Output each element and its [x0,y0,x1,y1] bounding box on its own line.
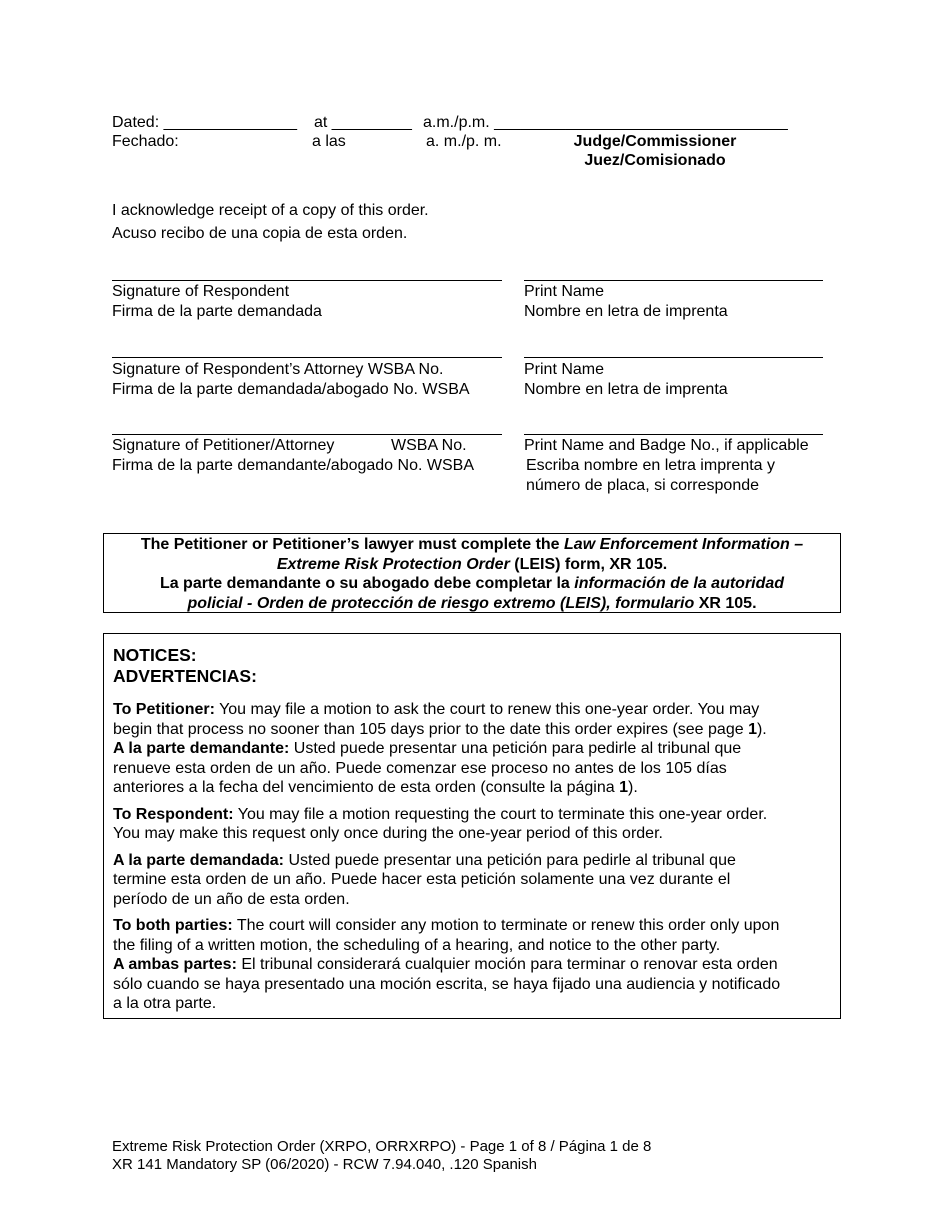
petitioner-signature-label: Signature of Petitioner/Attorney [112,437,335,454]
leis-line-3: La parte demandante o su abogado debe completar la información de la autoridad [159,575,785,592]
respondent-signature-line[interactable] [112,280,502,281]
acknowledge-text: I acknowledge receipt of a copy of this order. [112,202,429,219]
dated-label-es: Fechado: [112,133,179,150]
petitioner-signature-label-es: Firma de la parte demandante/abogado No. WSBA [112,457,474,474]
footer-line-2: XR 141 Mandatory SP (06/2020) - RCW 7.94.040, .120 Spanish [112,1156,537,1173]
notices-box [103,633,841,1019]
notice-respondent: To Respondent: You may file a motion requesting the court to terminate this one-year order. You may make this request only once during the one-year period of this order. [113,805,768,842]
respondent-attorney-print-name-label: Print Name [524,361,605,378]
petitioner-print-name-label-es: Escriba nombre en letra imprenta y [526,457,775,474]
leis-line-4: policial - Orden de protección de riesgo extremo (LEIS), formulario XR 105. [187,594,757,612]
respondent-signature-label: Signature of Respondent [112,283,290,300]
notices-title-es: ADVERTENCIAS: [113,666,257,686]
ampm-label-es: a. m./p. m. [426,133,502,150]
judge-title: Judge/Commissioner [573,133,737,150]
respondent-attorney-signature-line[interactable] [112,357,502,358]
respondent-print-name-label-es: Nombre en letra de imprenta [524,303,728,320]
petitioner-signature-line[interactable] [112,434,502,435]
petitioner-wsba-label: WSBA No. [391,437,467,454]
respondent-attorney-print-name-line[interactable] [524,357,823,358]
respondent-attorney-signature-label: Signature of Respondent’s Attorney WSBA No. [112,361,444,378]
footer-line-1: Extreme Risk Protection Order (XRPO, ORRXRPO) - Page 1 of 8 / Página 1 de 8 [112,1138,652,1155]
respondent-print-name-label: Print Name [524,283,605,300]
acknowledge-text-es: Acuso recibo de una copia de esta orden. [112,225,408,242]
at-label: at _________ [314,114,412,131]
respondent-signature-label-es: Firma de la parte demandada [112,303,322,320]
judge-title-es: Juez/Comisionado [584,152,726,169]
leis-line-1: The Petitioner or Petitioner’s lawyer must complete the Law Enforcement Information – [140,536,804,553]
respondent-print-name-line[interactable] [524,280,823,281]
respondent-attorney-signature-label-es: Firma de la parte demandada/abogado No. WSBA [112,381,470,398]
ampm-label: a.m./p.m. _________________________________ [423,114,788,131]
respondent-attorney-print-name-label-es: Nombre en letra de imprenta [524,381,728,398]
petitioner-print-name-line[interactable] [524,434,823,435]
leis-line-2: Extreme Risk Protection Order (LEIS) form, XR 105. [276,555,668,573]
leis-instruction-box [103,533,841,613]
dated-label: Dated: _______________ [112,114,298,131]
petitioner-print-name-label-es-2: número de placa, si corresponde [526,477,760,494]
notice-both-parties: To both parties: The court will consider any motion to terminate or renew this order only upon the filing of a written motion, the scheduling of a hearing, and notice to the other party. A ambas partes: El tribunal considerará cualquier moción para terminar o renovar esta orden sólo cuando se haya presentado una moción escrita, se haya fijado una audiencia y notificado a la otra parte. [113,917,781,1012]
petitioner-print-name-label: Print Name and Badge No., if applicable [524,437,809,454]
notice-petitioner: To Petitioner: You may file a motion to ask the court to renew this one-year order. You may begin that process no sooner than 105 days prior to the date this order expires (see page 1). A la parte demandante: Usted puede presentar una petición para pedirle al tribunal que renueve esta orden de un año. Puede comenzar ese proceso no antes de los 105 días anteriores a la fecha del vencimiento de esta orden (consulte la página 1). [113,701,767,796]
notice-respondent-es: A la parte demandada: Usted puede presentar una petición para pedirle al tribunal que termine esta orden de un año. Puede hacer esta petición solamente una vez durante el período de un año de esta orden. [113,851,736,908]
at-label-es: a las [312,133,346,150]
notices-title: NOTICES: [113,645,197,665]
